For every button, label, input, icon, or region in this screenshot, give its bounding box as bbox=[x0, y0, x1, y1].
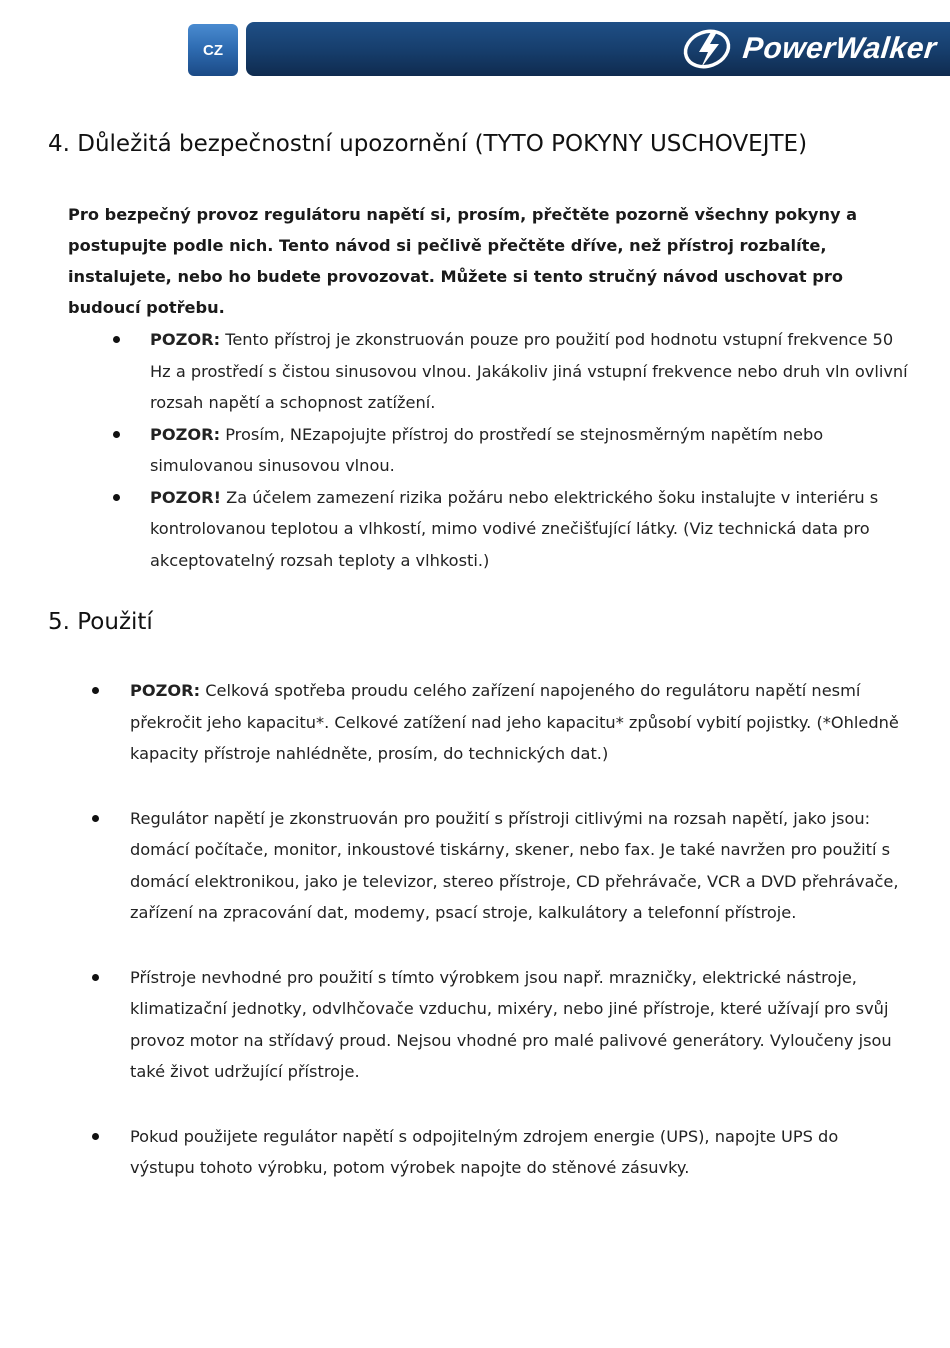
bullet-icon bbox=[113, 336, 120, 343]
list-item bbox=[130, 962, 900, 1088]
section-5-list bbox=[130, 675, 900, 1217]
language-code: CZ bbox=[203, 41, 223, 59]
list-item bbox=[130, 803, 900, 929]
list-item bbox=[150, 419, 910, 482]
bullet-icon bbox=[113, 494, 120, 501]
list-item bbox=[150, 482, 910, 577]
section-4-title: 4. Důležitá bezpečnostní upozornění (TYTO POKYNY USCHOVEJTE) bbox=[48, 131, 808, 157]
list-item bbox=[130, 1121, 900, 1184]
warning-label: POZOR: bbox=[150, 424, 221, 444]
item-text: Prosím, NEzapojujte přístroj do prostředí se stejnosměrným napětím nebo simulovanou sinusovou vlnou. bbox=[150, 424, 824, 475]
item-text: Celková spotřeba proudu celého zařízení napojeného do regulátoru napětí nesmí překročit jeho kapacitu*. Celkové zatížení nad jeho kapacitu* způsobí vybití pojistky. (*Ohledně kapacity přístroje nahlédněte, prosím, do technických dat.) bbox=[130, 681, 899, 763]
brand-bar bbox=[246, 22, 950, 76]
item-text: Regulátor napětí je zkonstruován pro použití s přístroji citlivými na rozsah napětí, jako jsou: domácí počítače, monitor, inkoustové tiskárny, skener, nebo fax. Je také navržen pro použití s domácí elektronikou, jako je televizor, stereo přístroje, CD přehrávače, VCR a DVD přehrávače, zařízení na zpracování dat, modemy, psací stroje, kalkulátory a telefonní přístroje. bbox=[130, 808, 899, 922]
section-5-title: 5. Použití bbox=[48, 609, 153, 635]
warning-label: POZOR: bbox=[150, 330, 221, 349]
item-text: Pokud použijete regulátor napětí s odpojitelným zdrojem energie (UPS), napojte UPS do výstupu tohoto výrobku, potom výrobek napojte do stěnové zásuvky. bbox=[130, 1126, 839, 1177]
warning-label: POZOR! bbox=[150, 487, 221, 507]
bullet-icon bbox=[92, 1133, 99, 1140]
bullet-icon bbox=[92, 815, 99, 822]
bullet-icon bbox=[92, 974, 99, 981]
item-text: Za účelem zamezení rizika požáru nebo elektrického šoku instalujte v interiéru s kontrolovanou teplotou a vlhkostí, mimo vodivé znečišťující látky. (Viz technická data pro akceptovatelný rozsah teploty a vlhkosti.) bbox=[150, 487, 879, 570]
warning-label: POZOR: bbox=[130, 681, 201, 700]
page-header bbox=[0, 0, 950, 80]
language-tab bbox=[188, 24, 238, 76]
list-item bbox=[130, 675, 900, 770]
bullet-icon bbox=[113, 431, 120, 438]
item-text: Přístroje nevhodné pro použití s tímto výrobkem jsou např. mrazničky, elektrické nástroje, klimatizační jednotky, odvlhčovače vzduchu, mixéry, nebo jiné přístroje, které užívají pro svůj provoz motor na střídavý proud. Nejsou vhodné pro malé palivové generátory. Vyloučeny jsou také život udržující přístroje. bbox=[130, 967, 892, 1081]
item-text: Tento přístroj je zkonstruován pouze pro použití pod hodnotu vstupní frekvence 50 Hz a prostředí s čistou sinusovou vlnou. Jakákoliv jiná vstupní frekvence nebo druh vln ovlivní rozsah napětí a schopnost zatížení. bbox=[150, 330, 908, 412]
section-4-intro: Pro bezpečný provoz regulátoru napětí si, prosím, přečtěte pozorně všechny pokyny a postupujte podle nich. Tento návod si pečlivě přečtěte dříve, než přístroj rozbalíte, instalujete, nebo ho budete provozovat. Můžete si tento stručný návod uschovat pro budoucí potřebu. bbox=[68, 205, 858, 317]
section-4-list bbox=[150, 324, 910, 576]
list-item bbox=[150, 324, 910, 419]
brand-name: PowerWalker bbox=[740, 32, 938, 65]
powerwalker-logo-icon bbox=[681, 28, 739, 70]
brand-logo bbox=[681, 28, 936, 70]
bullet-icon bbox=[92, 687, 99, 694]
